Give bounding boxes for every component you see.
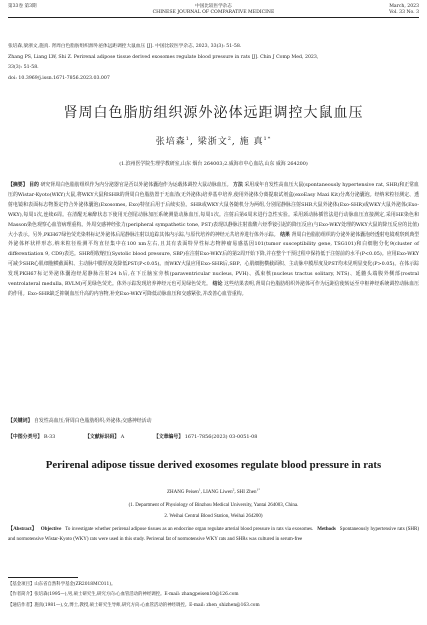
citation-block [8,42,419,84]
header-volume-cn: 第33卷 第3期 [8,4,37,9]
article-title-en: Perirenal adipose tissue derived exosomes regulate blood pressure in rats [45,459,382,471]
header-volume-en: Vol. 33 No. 3 [389,9,419,15]
keywords-label: 【关键词】 [8,418,33,424]
affiliation-en-2: 2. Weihai Central Blood Station, Weihai 264200) [164,514,263,519]
header-journal-cn: 中国比较医学杂志 [195,4,232,9]
footnote-rule [8,577,78,578]
author-3-en: SHI Zhen$^{1*}$ [236,487,260,495]
objective-text-en: To investigate whether perirenal adipose tissues as an endocrine organ regulate arterial blood pressure in rats via exosomes. [65,527,314,532]
methods-text-en: Spontaneously hypertensive rats (SHR) and normotensive Wistar-Kyoto (WKY) rats were used in this study. Perirenal fat of normotensive WKY rats and SHRs was cultured in serum-free [8,527,420,543]
author-3-cn: 施 真$^{1*}$ [239,136,272,147]
objective-label-cn: 目的 [29,182,39,188]
keywords [8,416,419,426]
author-2-en: LIANG Liwen$^2$ [203,487,235,495]
results-label-cn: 结果 [280,231,290,238]
affiliation-en [0,500,427,522]
author-2-cn: 梁浙文$^2$ [197,136,232,147]
citation-line-cn: 张培森,梁浙文,施真. 肾周白色脂肪组织源外泌体远距调控大鼠血压 [J]. 中国比较医学杂志, 2023, 33(3): 51-58. [8,44,242,49]
running-header [8,4,419,20]
affiliation-cn: (1.滨州医学院生理学教研室,山东 烟台 264003;2.威海市中心血站,山东 威海 264200) [119,161,308,167]
methods-label-cn: 方法 [233,182,243,188]
clc-field: 【中图分类号】 R-33 [8,434,56,440]
affiliation-en-1: (1. Department of Physiology of Binzhou Medical University, Yantai 264003, China. [128,503,299,508]
footnotes [8,580,419,611]
methods-label-en: Methods [317,527,336,532]
objective-label-en: Objective [40,527,62,532]
author-1-cn: 张培森$^1$ [155,136,190,147]
header-journal [8,4,419,15]
doi-line[interactable]: doi: 10.3969/j.issn.1671-7856.2023.03.007 [8,75,110,81]
citation-line-en: Zhang PS, Liang LW, Shi Z. Perirenal adipose tissue derived exosomes regulate blood pressure in rats [J]. Chin J Comp Med, 2023, [8,54,319,60]
article-title-cn: 肾周白色脂肪组织源外泌体远距调控大鼠血压 [63,105,364,121]
footnote-funding: 【基金项目】山东省自然科学基金(ZR2018MC011)。 [8,582,116,587]
results-text-cn: 肾周白色脂肪组织的分泌外泌体囊泡经透射电镜观察到典型外泌体杯状样形态,纳米粒径检测平均直径集中在100 nm左右,且其有表面特异性标志物肿瘤易感基因101(tumor susceptibility gene, TSG101)和白细胞分化9(cluster of differentiation 9, CD9)表达。SHR组收缩压(Systolic blood pressure, SBP)在注射Exo-WKY后的第2周开始下降,并在整个干预过程中保持低于注射前的水平(P<0.05)。应用Exo-WKY可减少SHR心肌细胞横截面积、主动脉中膜厚度及降低PST(P<0.05)。而WKY大鼠应用Exo-SHR后,SBP、心肌细胞横截面积、主动脉中膜厚度及PST均未见明显变化(P>0.05)。在体示踪发现PKH67标记外泌体囊泡经尾静脉注射24 h后,在下丘脑室旁核(paraventricular nucleus, PVH)、孤束核(nucleus tractus solitary, NTS)、延髓头端腹外侧部(rostral ventrolateral medulla, RVLM)可见绿色荧光。体外示踪发现培养神经元也可见绿色荧光。 [8,231,419,288]
abstract-en [8,525,419,545]
header-journal-en: CHINESE JOURNAL OF COMPARATIVE MEDICINE [152,9,275,15]
abstract-cn [8,181,419,300]
abstract-label-en: 【Abstract】 [8,527,37,532]
footnote-first-author: 【作者简介】张培森(1995—),男,硕士研究生,研究方向:心血管活动的神经调控。E-mail: zhangpeisen10@126.com [8,592,239,598]
authors-cn: 张培森$^1$, 梁浙文$^2$, 施 真$^{1*}$ [155,136,272,147]
header-date: March, 2023 [389,4,419,9]
classification-line [8,432,419,442]
header-rule [8,17,419,18]
authors-en: ZHANG Peisen$^1$, LIANG Liwen$^2$, SHI Zhen$^{1*}$ [167,487,260,495]
footnote-corresponding-author: 【通信作者】施真(1981—),女,博士,教授,硕士研究生导师,研究方向:心血管活动的神经调控。E-mail: zhen_shizhen@163.com [8,602,260,608]
doc-code-field: 【文献标识码】 A [84,434,125,440]
header-issue-en [389,4,419,15]
conclusion-label-cn: 结论 [212,281,223,288]
abstract-label-cn: 【摘要】 [8,182,28,188]
objective-text-cn: 研究肾周白色脂肪组织作为内分泌器官是否以外泌体囊泡作为运载体调控大鼠动脉血压。 [40,182,232,188]
methods-text-cn: 采用成年自发性高血压大鼠(spontaneously hypertensive rat, SHR)和正常血压的Wistar-Kyoto(WKY)大鼠,将WKY大鼠和SHR的肾周白色脂肪置于无血清(无外泌体)培养基中培养,使用外泌体分离提取试剂盒(exoEasy Maxi Kit)分离分泌囊泡。经纳米粒径测定、透射电镜和表面标志物鉴定符合外泌体囊泡(Exosomes, Exo)特征后用于后续实验。SHR或WKY大鼠各随机分为两组,分别尾静脉注射SHR大鼠外泌体(Exo-SHR)或WKY大鼠外泌体(Exo-WKY),每周1次,连续6周。在清醒无麻醉状态下使用无创尾动脉加压系统测量动脉血压,每周1次。注射后第6周末进行急性实验。采用颈动脉插管法进行动脉血压直接测定,采用HE染色和Masson染色观察心血管病理重构。外周交感神经张力(peripheral sympathetic tone, PST)表现以静脉注射盐酸六烃季铵引起的降压反应(与Exo-WKY处理的WKY大鼠的降压反应的比值)大小表示。另外,PKH67绿色荧光染料标记外泌体后尾静脉注射以追踪其体内示踪,与原代培养的神经元共培养进行体外示踪。 [8,182,419,238]
author-1-en: ZHANG Peisen$^1$ [167,487,201,495]
keywords-text: 自发性高血压;肾周白色脂肪组织;外泌体;交感神经活动 [34,418,152,424]
citation-line-en-2: 33(3): 51-58. [8,65,39,71]
conclusion-text-cn: 这些结果表明,肾周白色脂肪组织外泌体可作为远距信使转运至中枢神经系统调控动脉血压的作用。Exo-SHR缺乏抑制血压升高的内容物,补充Exo-WKY可降低动脉血压和交感紧张,并改善心血管重构。 [8,281,419,297]
article-number-field: 【文章编号】 1671-7856(2023) 03-0051-08 [153,434,258,440]
